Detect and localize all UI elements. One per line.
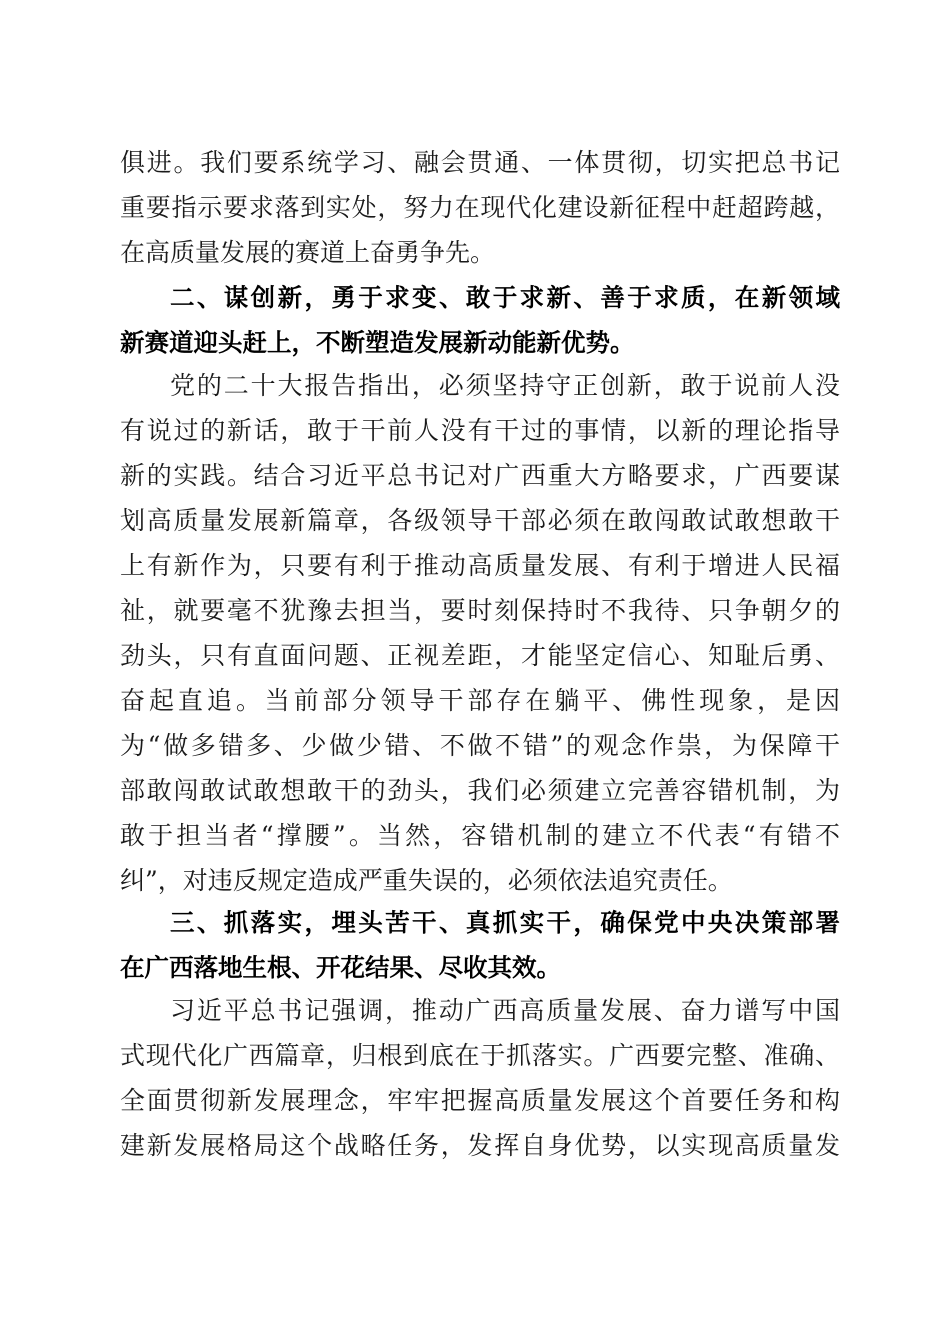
body-paragraph <box>120 140 840 275</box>
text-line: 有说过的新话，敢于干前人没有干过的事情，以新的理论指导 <box>120 416 840 445</box>
text-line: 上有新作为，只要有利于推动高质量发展、有利于增进人民福 <box>120 551 840 580</box>
text-line: 新的实践。结合习近平总书记对广西重大方略要求，广西要谋 <box>120 461 840 490</box>
text-line: 奋起直追。当前部分领导干部存在躺平、佛性现象，是因 <box>120 686 840 715</box>
text-line: 式现代化广西篇章，归根到底在于抓落实。广西要完整、准确、 <box>120 1041 840 1070</box>
body-paragraph <box>120 988 840 1168</box>
text-line: 劲头，只有直面问题、正视差距，才能坚定信心、知耻后勇、 <box>120 641 840 670</box>
body-paragraph <box>120 363 840 903</box>
text-line: 祉，就要毫不犹豫去担当，要时刻保持时不我待、只争朝夕的 <box>120 596 840 625</box>
text-line: 俱进。我们要系统学习、融会贯通、一体贯彻，切实把总书记 <box>120 148 840 177</box>
section-heading <box>120 275 840 365</box>
text-line: 敢于担当者“撑腰”。当然，容错机制的建立不代表“有错不 <box>120 821 840 850</box>
section-heading <box>120 900 840 990</box>
text-line: 建新发展格局这个战略任务，发挥自身优势，以实现高质量发 <box>120 1131 840 1160</box>
heading-line: 在广西落地生根、开花结果、尽收其效。 <box>120 953 561 982</box>
text-line: 纠”，对违反规定造成严重失误的，必须依法追究责任。 <box>120 866 733 895</box>
heading-line: 新赛道迎头赶上，不断塑造发展新动能新优势。 <box>120 328 635 357</box>
text-line: 部敢闯敢试敢想敢干的劲头，我们必须建立完善容错机制，为 <box>120 776 840 805</box>
text-line: 习近平总书记强调，推动广西高质量发展、奋力谱写中国 <box>170 996 840 1025</box>
text-line: 全面贯彻新发展理念，牢牢把握高质量发展这个首要任务和构 <box>120 1086 840 1115</box>
text-line: 在高质量发展的赛道上奋勇争先。 <box>120 238 496 267</box>
heading-line: 三、抓落实，埋头苦干、真抓实干，确保党中央决策部署 <box>170 908 840 937</box>
text-line: 为“做多错多、少做少错、不做不错”的观念作祟，为保障干 <box>120 731 840 760</box>
text-line: 划高质量发展新篇章，各级领导干部必须在敢闯敢试敢想敢干 <box>120 506 840 535</box>
text-line: 重要指示要求落到实处，努力在现代化建设新征程中赶超跨越， <box>120 193 840 222</box>
heading-line: 二、谋创新，勇于求变、敢于求新、善于求质，在新领域 <box>170 283 840 312</box>
text-line: 党的二十大报告指出，必须坚持守正创新，敢于说前人没 <box>170 371 840 400</box>
